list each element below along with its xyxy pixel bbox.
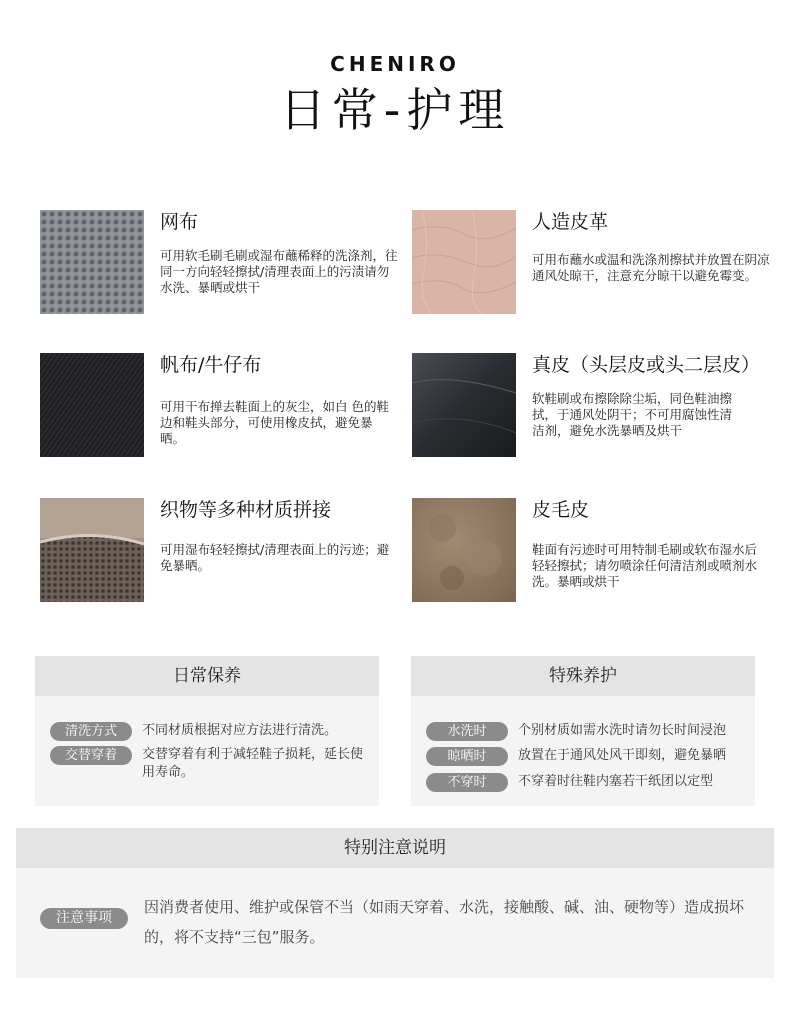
material-name: 网布 <box>160 211 199 233</box>
special-row <box>426 747 751 766</box>
material-name: 人造皮革 <box>532 211 609 233</box>
material-genuine-leather <box>412 353 782 463</box>
material-name: 真皮（头层皮或头二层皮） <box>532 354 761 376</box>
daily-text: 交替穿着有利于减轻鞋子损耗，延长使用寿命。 <box>142 747 364 780</box>
mixed-fabric-swatch <box>40 498 144 602</box>
daily-text: 不同材质根据对应方法进行清洗。 <box>142 723 338 738</box>
notice-text: 因消费者使用、维护或保管不当（如雨天穿着、水洗，接触酸、碱、油、硬物等）造成损坏的，将不支持“三包”服务。 <box>144 898 745 946</box>
material-canvas <box>40 353 410 463</box>
special-care-title: 特殊养护 <box>411 656 755 696</box>
special-text: 个别材质如需水洗时请勿长时间浸泡 <box>518 723 727 738</box>
material-desc: 可用干布掸去鞋面上的灰尘，如白 色的鞋边和鞋头部分，可使用橡皮拭，避免暴晒。 <box>160 399 389 446</box>
special-row <box>426 722 751 741</box>
canvas-swatch <box>40 353 144 457</box>
material-name: 帆布/牛仔布 <box>160 354 262 376</box>
material-desc: 可用湿布轻轻擦拭/清理表面上的污迹；避免暴晒。 <box>160 542 390 573</box>
special-text: 放置在于通风处风干即刻，避免暴晒 <box>518 748 727 763</box>
material-name: 织物等多种材质拼接 <box>160 499 332 521</box>
special-tag: 水洗时 <box>426 722 508 741</box>
daily-care-title: 日常保养 <box>35 656 379 696</box>
brand-logo: CHENIRO <box>330 52 460 76</box>
material-desc: 鞋面有污迹时可用特制毛刷或软布湿水后轻轻擦拭；请勿喷涂任何清洁剂或喷剂水洗。暴晒或烘干 <box>532 542 758 589</box>
daily-tag: 交替穿着 <box>50 746 132 765</box>
material-desc: 软鞋刷或布擦除除尘垢，同色鞋油擦拭，于通风处阴干；不可用腐蚀性清洁剂，避免水洗暴晒及烘干 <box>532 391 733 438</box>
material-mesh <box>40 210 410 320</box>
special-text: 不穿着时往鞋内塞若干纸团以定型 <box>518 774 714 789</box>
suede-swatch <box>412 498 516 602</box>
notice-tag: 注意事项 <box>40 908 128 929</box>
special-care-card <box>411 656 755 806</box>
leather-swatch <box>412 353 516 457</box>
material-name: 皮毛皮 <box>532 499 590 521</box>
daily-care-card <box>35 656 379 806</box>
special-tag: 晾晒时 <box>426 747 508 766</box>
material-suede <box>412 498 782 608</box>
page-title: 日常-护理 <box>279 83 511 137</box>
special-row <box>426 773 751 792</box>
mesh-swatch <box>40 210 144 314</box>
material-desc: 可用软毛刷毛刷或湿布蘸稀释的洗涤剂，往同一方向轻轻擦拭/清理表面上的污渍请勿水洗、暴晒或烘干 <box>160 248 398 295</box>
daily-tag: 清洗方式 <box>50 722 132 741</box>
material-desc: 可用布蘸水或温和洗涤剂擦拭并放置在阴凉通风处晾干，注意充分晾干以避免霉变。 <box>532 252 770 283</box>
material-mixed-fabric <box>40 498 410 608</box>
notice-title: 特别注意说明 <box>16 828 774 868</box>
faux-leather-swatch <box>412 210 516 314</box>
material-faux-leather <box>412 210 782 320</box>
special-tag: 不穿时 <box>426 773 508 792</box>
special-notice-card <box>16 828 774 978</box>
daily-row <box>50 746 370 782</box>
daily-row <box>50 722 370 741</box>
